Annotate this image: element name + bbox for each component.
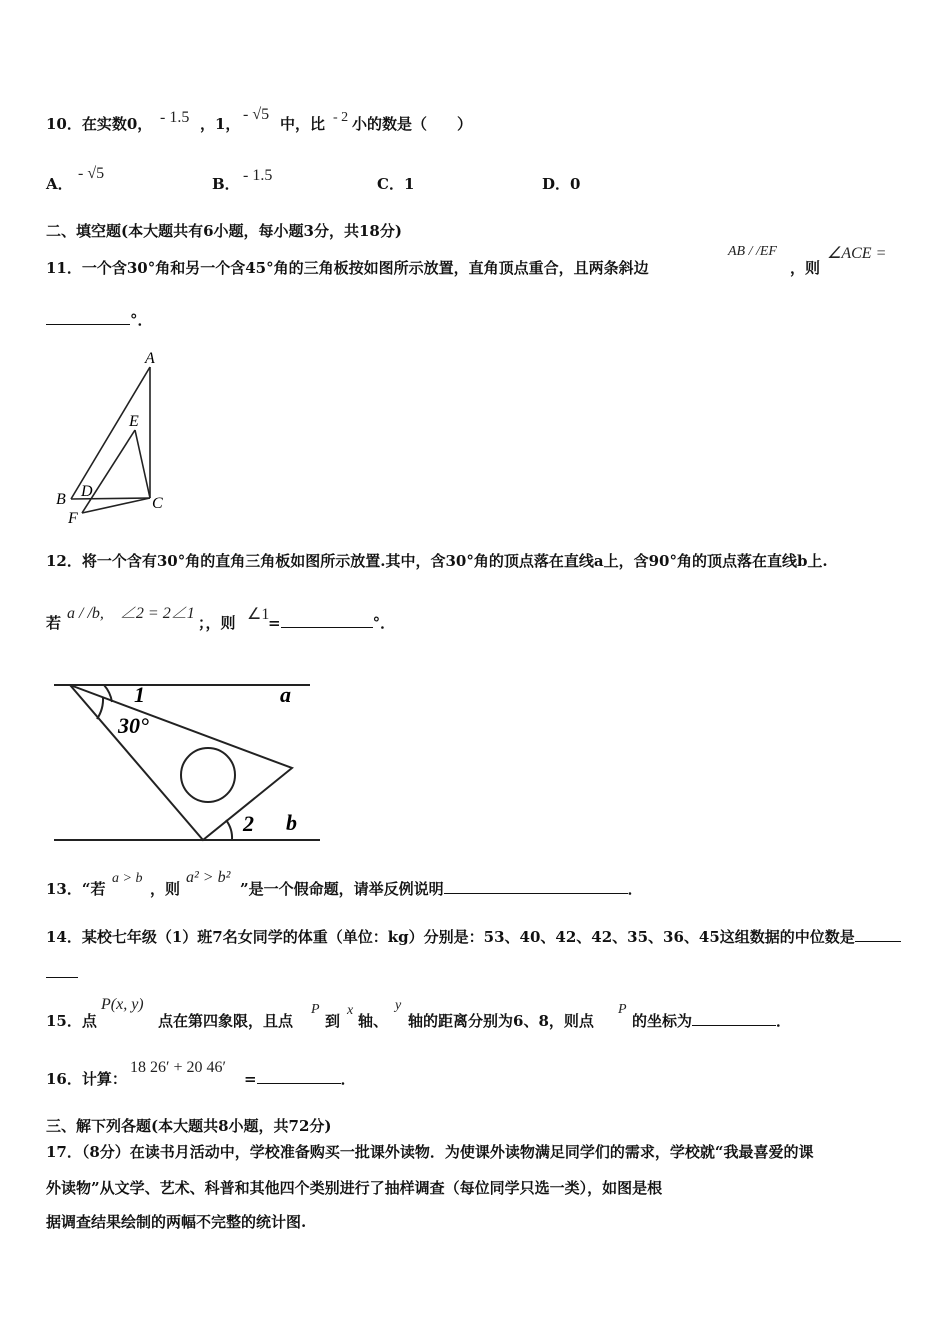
q16-end: ． bbox=[340, 1070, 356, 1088]
q10-tail: 小的数是（ ） bbox=[352, 115, 473, 133]
q16-answer-line bbox=[244, 1069, 356, 1089]
q11-blank[interactable] bbox=[46, 310, 130, 325]
q12-angle1: ∠1 bbox=[247, 606, 270, 623]
q16-expr: 18 26′ + 20 46′ bbox=[130, 1059, 227, 1076]
label-E: E bbox=[129, 413, 139, 430]
q15-p2: P bbox=[618, 1002, 627, 1017]
angle30-arc bbox=[97, 697, 103, 719]
q12-text: 12．将一个含有30°角的直角三角板如图所示放置.其中，含30°角的顶点落在直线a上，含90°角的顶点落在直线b上. bbox=[46, 552, 828, 570]
q15-t3: 轴、 bbox=[358, 1012, 389, 1030]
q15-t1: 点在第四象限，且点 bbox=[158, 1012, 294, 1030]
angle2-arc bbox=[226, 820, 232, 840]
choice-b-label: B． bbox=[212, 175, 240, 193]
label-C: C bbox=[152, 495, 163, 512]
q10-sep: ，1， bbox=[200, 115, 241, 133]
triangle-hole bbox=[181, 748, 235, 802]
q15-blank[interactable] bbox=[692, 1011, 776, 1026]
q14-blank[interactable] bbox=[855, 927, 901, 942]
q11-answer-line bbox=[46, 310, 153, 330]
q10-stem: 10．在实数0， bbox=[46, 115, 153, 133]
q15-t2: 到 bbox=[325, 1012, 341, 1030]
choice-d: D．0 bbox=[542, 175, 581, 193]
q10-opt-neg1_5: - 1.5 bbox=[160, 109, 190, 126]
q15-pre: 15．点 bbox=[46, 1012, 97, 1030]
label-a: a bbox=[280, 682, 291, 707]
choice-a-value: - √5 bbox=[78, 165, 105, 182]
choice-a-label: A． bbox=[46, 175, 73, 193]
q15-p1: P bbox=[311, 1002, 320, 1017]
q15-x: x bbox=[347, 1003, 354, 1018]
q17-line1: 17．（8分）在读书月活动中，学校准备购买一批课外读物．为使课外读物满足同学们的需求，学校就“我最喜爱的课 bbox=[46, 1143, 814, 1161]
q13-blank[interactable] bbox=[444, 879, 628, 894]
q16-blank[interactable] bbox=[257, 1069, 341, 1084]
triangle bbox=[70, 685, 292, 840]
q13-post: ”是一个假命题，请举反例说明 bbox=[240, 880, 444, 898]
label-2: 2 bbox=[243, 811, 254, 836]
q15-t5-line bbox=[632, 1011, 791, 1031]
q12-figure bbox=[40, 670, 330, 850]
q15-t5: 的坐标为 bbox=[632, 1012, 693, 1030]
edge-ab bbox=[71, 367, 150, 499]
q11-angle: ∠ACE = bbox=[827, 245, 887, 262]
label-b: b bbox=[286, 810, 297, 835]
label-D: D bbox=[81, 483, 93, 500]
q12-end: °． bbox=[372, 614, 396, 632]
q10-neg-sqrt5: - √5 bbox=[243, 106, 270, 123]
label-A: A bbox=[145, 350, 155, 367]
section-2-heading: 二、填空题(本大题共有6小题，每小题3分，共18分) bbox=[46, 222, 402, 240]
q12-answer-line bbox=[268, 613, 395, 633]
q13-pre: 13．“若 bbox=[46, 880, 106, 898]
q16-eq: = bbox=[244, 1070, 257, 1088]
q10-neg2: - 2 bbox=[333, 110, 349, 125]
edge-ef bbox=[82, 430, 135, 513]
section-3-heading: 三、解下列各题(本大题共8小题，共72分) bbox=[46, 1117, 332, 1135]
q12-mid: ；，则 bbox=[198, 614, 236, 632]
q17-line3: 据调查结果绘制的两幅不完整的统计图. bbox=[46, 1213, 307, 1231]
q15-y: y bbox=[395, 998, 402, 1013]
q13-post-line bbox=[240, 879, 643, 899]
q15-end: ． bbox=[776, 1012, 792, 1030]
q15-t4: 轴的距离分别为6、8，则点 bbox=[408, 1012, 594, 1030]
edge-fc bbox=[82, 498, 150, 513]
q17-line2: 外读物”从文学、艺术、科普和其他四个类别进行了抽样调查（每位同学只选一类），如图是根 bbox=[46, 1179, 663, 1197]
q13-cond2: a² > b² bbox=[186, 869, 231, 886]
q13-cond1: a > b bbox=[112, 871, 143, 886]
q15-point: P(x, y) bbox=[101, 996, 144, 1013]
q14-line bbox=[46, 927, 901, 947]
q12-blank[interactable] bbox=[281, 613, 373, 628]
q12-if: 若 bbox=[46, 614, 62, 632]
label-1: 1 bbox=[134, 682, 145, 707]
q11-end: °． bbox=[130, 311, 153, 329]
choice-b-value: - 1.5 bbox=[243, 167, 273, 184]
q16-pre: 16．计算： bbox=[46, 1070, 127, 1088]
choice-c: C．1 bbox=[377, 175, 415, 193]
q14-blank-cont[interactable] bbox=[46, 963, 78, 978]
q12-eq: = bbox=[268, 614, 281, 632]
q10-mid: 中，比 bbox=[280, 115, 326, 133]
label-B: B bbox=[56, 491, 66, 508]
label-F: F bbox=[68, 510, 78, 527]
q11-figure bbox=[50, 345, 180, 530]
edge-ec bbox=[135, 430, 150, 498]
q11-text: 11．一个含30°角和另一个含45°角的三角板按如图所示放置，直角顶点重合，且两条斜边 bbox=[46, 259, 649, 277]
q11-parallel: AB / /EF bbox=[728, 244, 777, 259]
label-30: 30° bbox=[118, 713, 149, 738]
q13-then: ，则 bbox=[150, 880, 181, 898]
q14-text: 14．某校七年级（1）班7名女同学的体重（单位：kg）分别是：53、40、42、42、35、36、45这组数据的中位数是 bbox=[46, 928, 855, 946]
q11-then: ，则 bbox=[790, 259, 821, 277]
q13-end: ． bbox=[627, 880, 643, 898]
q12-cond: a / /b, ∠2 = 2∠1 bbox=[67, 605, 195, 622]
